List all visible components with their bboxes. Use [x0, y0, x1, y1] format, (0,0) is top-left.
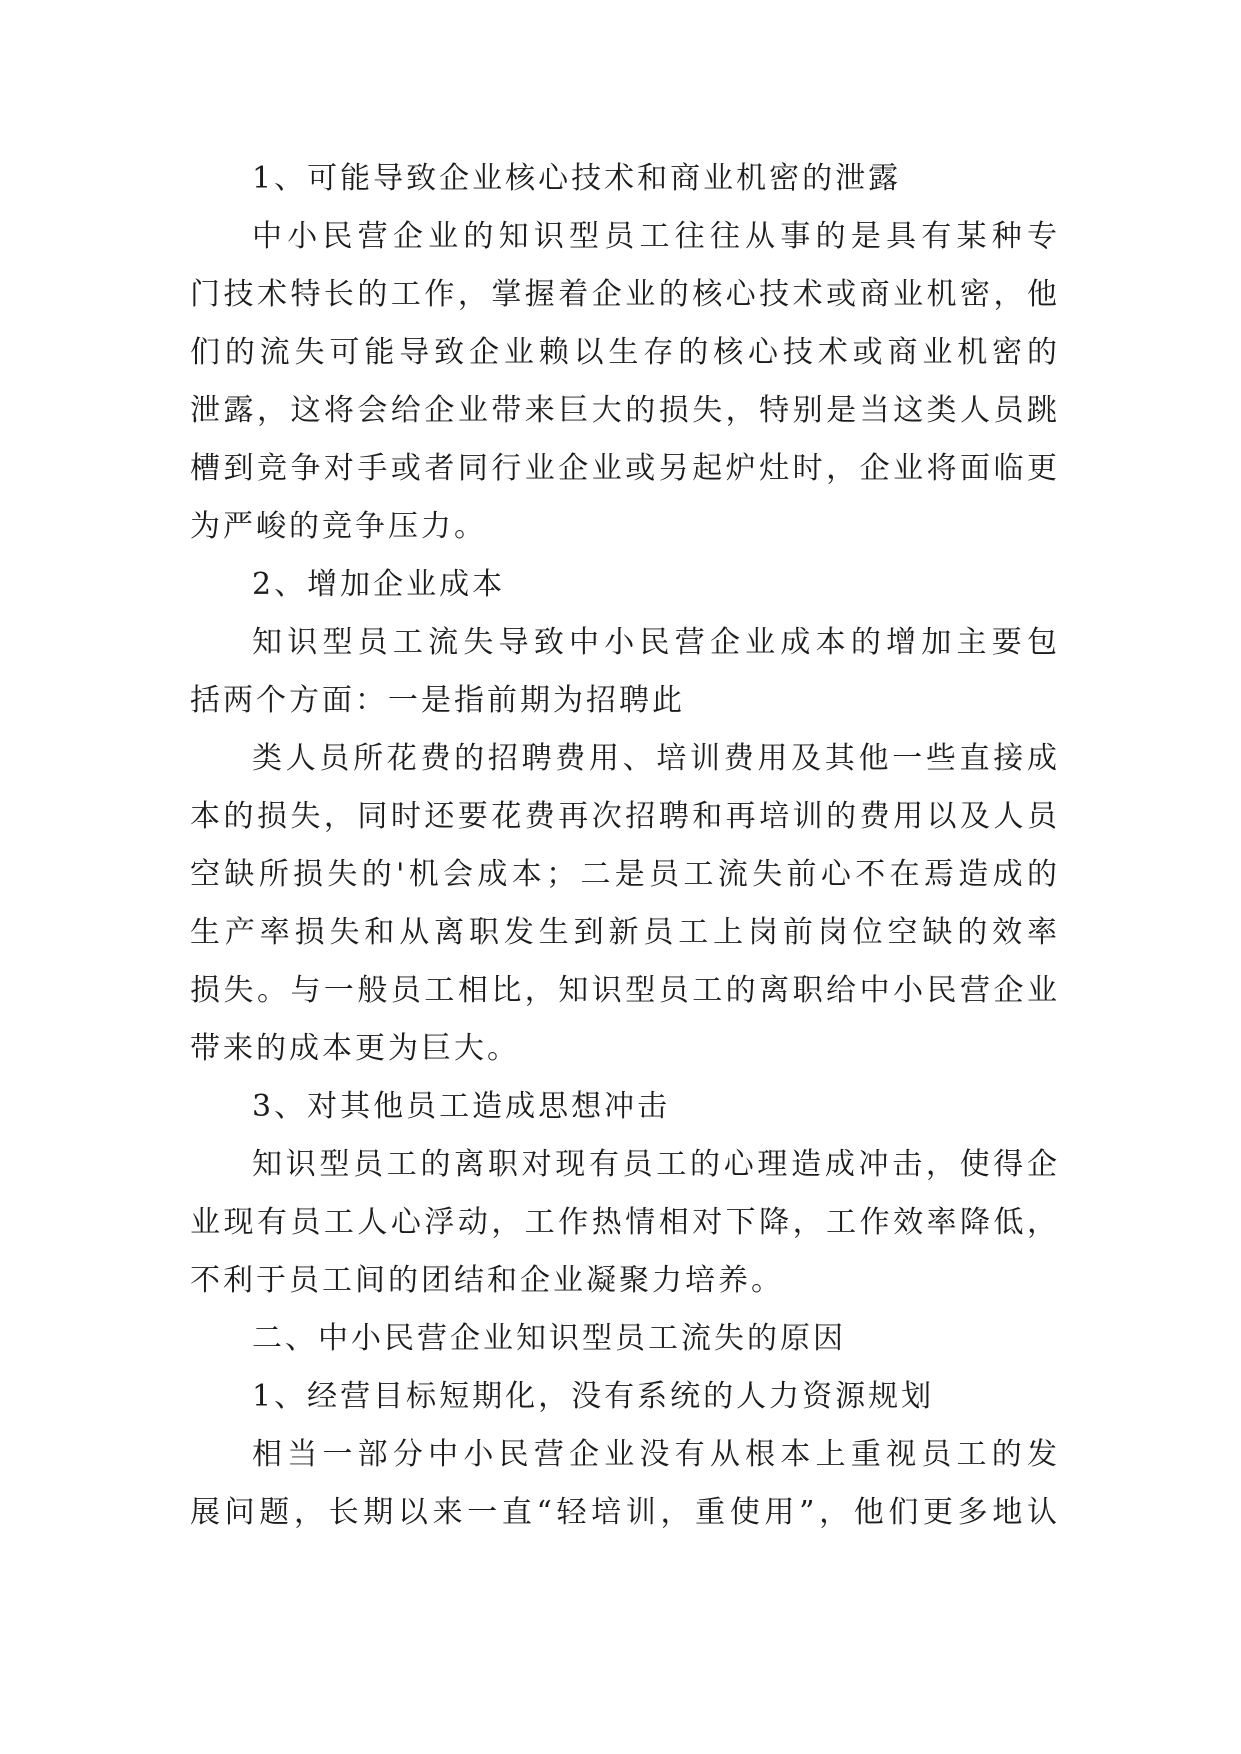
text-line: 带来的成本更为巨大。 [190, 1031, 520, 1066]
text-line: 空缺所损失的'机会成本；二是员工流失前心不在焉造成的 [190, 857, 1060, 892]
text-line: 们的流失可能导致企业赖以生存的核心技术或商业机密的 [190, 335, 1060, 370]
text-line: 2、增加企业成本 [252, 567, 506, 602]
text-line: 不利于员工间的团结和企业凝聚力培养。 [190, 1263, 784, 1298]
text-line: 展问题，长期以来一直“轻培训，重使用”，他们更多地认 [190, 1495, 1060, 1530]
text-line: 槽到竞争对手或者同行业企业或另起炉灶时，企业将面临更 [190, 451, 1060, 486]
text-line: 为严峻的竞争压力。 [190, 509, 487, 544]
text-line: 知识型员工的离职对现有员工的心理造成冲击，使得企 [252, 1147, 1060, 1182]
text-line: 3、对其他员工造成思想冲击 [252, 1089, 671, 1124]
text-line: 1、经营目标短期化，没有系统的人力资源规划 [252, 1379, 935, 1414]
text-line: 1、可能导致企业核心技术和商业机密的泄露 [252, 161, 902, 196]
text-line: 中小民营企业的知识型员工往往从事的是具有某种专 [252, 219, 1060, 254]
text-line: 泄露，这将会给企业带来巨大的损失，特别是当这类人员跳 [190, 393, 1060, 428]
text-line: 损失。与一般员工相比，知识型员工的离职给中小民营企业 [190, 973, 1060, 1008]
text-line: 二、中小民营企业知识型员工流失的原因 [252, 1321, 846, 1356]
text-line: 知识型员工流失导致中小民营企业成本的增加主要包 [252, 625, 1060, 660]
text-line: 本的损失，同时还要花费再次招聘和再培训的费用以及人员 [190, 799, 1060, 834]
text-line: 门技术特长的工作，掌握着企业的核心技术或商业机密，他 [190, 277, 1060, 312]
text-line: 类人员所花费的招聘费用、培训费用及其他一些直接成 [252, 741, 1060, 776]
document-body [190, 150, 1060, 1542]
text-line: 生产率损失和从离职发生到新员工上岗前岗位空缺的效率 [190, 915, 1060, 950]
text-line: 括两个方面：一是指前期为招聘此 [190, 683, 685, 718]
text-line: 业现有员工人心浮动，工作热情相对下降，工作效率降低， [190, 1205, 1060, 1240]
text-line: 相当一部分中小民营企业没有从根本上重视员工的发 [252, 1437, 1060, 1472]
